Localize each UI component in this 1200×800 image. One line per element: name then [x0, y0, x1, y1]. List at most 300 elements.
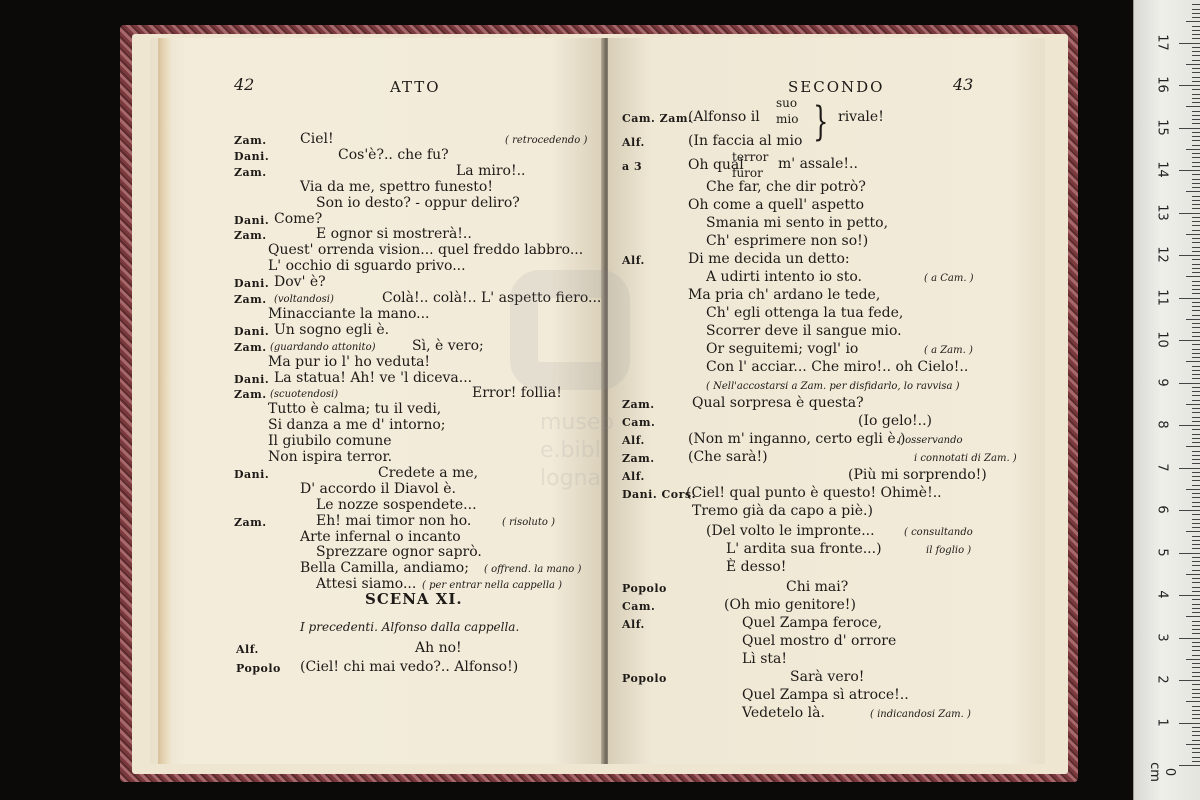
ruler-tick	[1192, 366, 1200, 367]
ruler-tick	[1192, 51, 1200, 52]
ruler-tick	[1192, 633, 1200, 634]
watermark	[470, 270, 710, 500]
speaker-label: Zam.	[234, 341, 267, 354]
ruler-number: 11	[1154, 288, 1170, 306]
ruler-tick	[1179, 553, 1200, 554]
ruler-tick	[1192, 408, 1200, 409]
stage-direction: ( retrocedendo )	[505, 135, 588, 146]
ruler-tick	[1192, 225, 1200, 226]
verse-line: (Ciel! chi mai vedo?.. Alfonso!)	[300, 659, 519, 675]
verse-line: Cos'è?.. che fu?	[338, 147, 449, 163]
verse-line: Si danza a me d' intorno;	[268, 417, 446, 433]
stage-direction: ( a Cam. )	[924, 273, 974, 284]
ruler-tick	[1192, 752, 1200, 753]
ruler-tick	[1192, 727, 1200, 728]
ruler-tick	[1192, 582, 1200, 583]
speaker-label: Cam.	[622, 600, 656, 613]
ruler-tick	[1186, 361, 1200, 362]
ruler-tick	[1192, 285, 1200, 286]
page-number: 42	[234, 75, 255, 94]
ruler-tick	[1192, 557, 1200, 558]
ruler-tick	[1186, 234, 1200, 235]
ruler-tick	[1192, 706, 1200, 707]
ruler-tick	[1192, 400, 1200, 401]
ruler-tick	[1192, 98, 1200, 99]
speaker-label: Alf.	[622, 618, 645, 631]
ruler-tick	[1192, 230, 1200, 231]
ruler-tick	[1192, 183, 1200, 184]
ruler-tick	[1192, 162, 1200, 163]
ruler-tick	[1186, 701, 1200, 702]
ruler-tick	[1186, 744, 1200, 745]
ruler-tick	[1179, 128, 1200, 129]
ruler-tick	[1192, 111, 1200, 112]
ruler-tick	[1192, 89, 1200, 90]
ruler-tick	[1192, 672, 1200, 673]
ruler-tick	[1179, 468, 1200, 469]
ruler-tick	[1192, 247, 1200, 248]
ruler-tick	[1179, 723, 1200, 724]
speaker-label: Alf.	[622, 254, 645, 267]
ruler-tick	[1192, 47, 1200, 48]
speaker-label: Popolo	[236, 662, 281, 675]
verse-line: Ciel!	[300, 131, 334, 147]
speaker-label: Cam. Zam.	[622, 112, 693, 125]
watermark-text: e.bibl	[540, 438, 601, 463]
ruler-tick	[1192, 293, 1200, 294]
ruler-tick	[1192, 519, 1200, 520]
ruler-tick	[1192, 663, 1200, 664]
ruler-tick	[1186, 659, 1200, 660]
ruler-tick	[1192, 429, 1200, 430]
ruler-tick	[1192, 327, 1200, 328]
ruler-tick	[1192, 604, 1200, 605]
ruler-number: 13	[1154, 203, 1170, 221]
stage-direction: i connotati di Zam. )	[914, 453, 1017, 464]
verse-line: (Io gelo!..)	[858, 413, 933, 429]
ruler-tick	[1192, 710, 1200, 711]
ruler-tick	[1192, 565, 1200, 566]
stage-direction: ( Nell'accostarsi a Zam. per disfidarlo, lo ravvisa )	[706, 381, 960, 392]
ruler-tick	[1192, 472, 1200, 473]
ruler-tick	[1192, 391, 1200, 392]
ruler-tick	[1192, 667, 1200, 668]
verse-line: m' assale!..	[778, 156, 858, 172]
ruler-tick	[1186, 574, 1200, 575]
verse-line: La statua! Ah! ve 'l diceva...	[274, 370, 473, 386]
ruler-tick	[1192, 642, 1200, 643]
speaker-label: Dani.	[234, 150, 270, 163]
ruler-tick	[1192, 13, 1200, 14]
ruler-tick	[1192, 578, 1200, 579]
ruler-tick	[1192, 731, 1200, 732]
ruler-tick	[1192, 676, 1200, 677]
ruler-tick	[1179, 340, 1200, 341]
ruler-tick	[1192, 591, 1200, 592]
stage-direction: ( per entrar nella cappella )	[422, 580, 563, 591]
speaker-label: Dani.	[234, 373, 270, 386]
ruler-tick	[1192, 625, 1200, 626]
ruler-number: 14	[1154, 161, 1170, 178]
verse-line: Ma pria ch' ardano le tede,	[688, 287, 881, 303]
verse-line: Quest' orrenda vision... quel freddo labbro...	[268, 242, 584, 258]
ruler-tick	[1186, 64, 1200, 65]
ruler-tick	[1192, 689, 1200, 690]
ruler-tick	[1186, 531, 1200, 532]
verse-line: (Ciel! qual punto è questo! Ohimè!..	[686, 485, 942, 501]
ruler-number: 6	[1154, 505, 1170, 514]
ruler-tick	[1192, 497, 1200, 498]
speaker-label: Cam.	[622, 416, 656, 429]
speaker-label: a 3	[622, 160, 643, 173]
verse-line: Minacciante la mano...	[268, 306, 430, 322]
ruler-tick	[1192, 310, 1200, 311]
ruler-tick	[1192, 697, 1200, 698]
ruler-tick	[1192, 412, 1200, 413]
stage-direction: ( consultando	[904, 527, 973, 538]
ruler-tick	[1192, 451, 1200, 452]
ruler-tick	[1192, 251, 1200, 252]
ruler-tick	[1192, 374, 1200, 375]
ruler-tick	[1192, 514, 1200, 515]
ruler-tick	[1192, 94, 1200, 95]
verse-line: L' occhio di sguardo privo...	[268, 258, 466, 274]
ruler-number: 3	[1154, 632, 1170, 642]
verse-line: Di me decida un detto:	[688, 251, 850, 267]
ruler-tick	[1192, 434, 1200, 435]
stage-direction: (scuotendosi)	[270, 389, 339, 400]
ruler-tick	[1186, 106, 1200, 107]
ruler-tick	[1186, 276, 1200, 277]
ruler-tick	[1192, 77, 1200, 78]
ruler-tick	[1192, 480, 1200, 481]
ruler-number: 16	[1154, 76, 1170, 93]
stage-direction: ( osservando	[898, 435, 963, 446]
speaker-label: Zam.	[622, 398, 655, 411]
stacked-word: suo	[776, 96, 798, 110]
page-number: 43	[953, 75, 974, 94]
ruler-tick	[1192, 102, 1200, 103]
watermark-text: museo	[540, 410, 614, 435]
verse-line: Le nozze sospendete...	[316, 497, 477, 513]
ruler-tick	[1192, 463, 1200, 464]
ruler-tick	[1192, 544, 1200, 545]
ruler-tick	[1192, 748, 1200, 749]
ruler-tick	[1192, 179, 1200, 180]
ruler-tick	[1192, 378, 1200, 379]
verse-line: Chi mai?	[786, 579, 849, 595]
ruler-tick	[1192, 38, 1200, 39]
ruler-tick	[1192, 442, 1200, 443]
speaker-label: Popolo	[622, 672, 667, 685]
ruler-tick	[1192, 523, 1200, 524]
verse-line: Son io desto? - oppur deliro?	[316, 195, 520, 211]
verse-line: Sì, è vero;	[412, 338, 484, 354]
ruler-tick	[1192, 735, 1200, 736]
ruler-tick	[1192, 587, 1200, 588]
speaker-label: Dani.	[234, 214, 270, 227]
verse-line: Attesi siamo...	[316, 576, 417, 592]
verse-line: Un sogno egli è.	[274, 322, 390, 338]
speaker-label: Zam.	[234, 516, 267, 529]
ruler-tick	[1192, 272, 1200, 273]
measuring-ruler	[1133, 0, 1200, 800]
ruler-tick	[1192, 506, 1200, 507]
ruler-tick	[1192, 55, 1200, 56]
scene-description: I precedenti. Alfonso dalla cappella.	[300, 620, 520, 634]
ruler-tick	[1192, 455, 1200, 456]
ruler-tick	[1192, 221, 1200, 222]
speaker-label: Zam.	[234, 166, 267, 179]
ruler-tick	[1192, 684, 1200, 685]
verse-line: Error! follia!	[472, 385, 562, 401]
verse-line: Ah no!	[415, 640, 462, 656]
speaker-label: Popolo	[622, 582, 667, 595]
verse-line: Oh qual	[688, 157, 744, 173]
ruler-tick	[1192, 459, 1200, 460]
ruler-tick	[1192, 132, 1200, 133]
ruler-tick	[1192, 357, 1200, 358]
verse-line: Ch' esprimere non so!)	[706, 233, 869, 249]
ruler-tick	[1192, 306, 1200, 307]
verse-line: Arte infernal o incanto	[300, 529, 461, 545]
ruler-tick	[1179, 43, 1200, 44]
stage-direction: ( indicandosi Zam. )	[870, 709, 971, 720]
stacked-word: mio	[776, 112, 799, 126]
ruler-tick	[1192, 204, 1200, 205]
speaker-label: Zam.	[622, 452, 655, 465]
ruler-tick	[1192, 646, 1200, 647]
ruler-tick	[1179, 638, 1200, 639]
ruler-tick	[1192, 714, 1200, 715]
verse-line: Dov' è?	[274, 274, 326, 290]
ruler-tick	[1192, 438, 1200, 439]
verse-line: Colà!.. colà!.. L' aspetto fiero...	[382, 290, 602, 306]
verse-line: L' ardita sua fronte...)	[726, 541, 882, 557]
verse-line: (In faccia al mio	[688, 133, 803, 149]
ruler-tick	[1192, 302, 1200, 303]
stage-direction: ( a Zam. )	[924, 345, 973, 356]
ruler-tick	[1186, 21, 1200, 22]
ruler-tick	[1192, 336, 1200, 337]
verse-line: D' accordo il Diavol è.	[300, 481, 456, 497]
verse-line: A udirti intento io sto.	[706, 269, 862, 285]
ruler-tick	[1179, 213, 1200, 214]
verse-line: (Non m' inganno, certo egli è.)	[688, 431, 906, 447]
ruler-tick	[1192, 621, 1200, 622]
ruler-tick	[1192, 264, 1200, 265]
stage-direction: (voltandosi)	[274, 294, 334, 305]
ruler-tick	[1192, 187, 1200, 188]
ruler-tick	[1192, 349, 1200, 350]
ruler-tick	[1192, 570, 1200, 571]
ruler-number: 4	[1154, 590, 1170, 599]
stage-direction: ( offrend. la mano )	[484, 564, 582, 575]
speaker-label: Dani. Cors.	[622, 488, 696, 501]
ruler-tick	[1192, 259, 1200, 260]
ruler-tick	[1186, 319, 1200, 320]
verse-line: Come?	[274, 211, 323, 227]
ruler-tick	[1192, 34, 1200, 35]
ruler-tick	[1192, 123, 1200, 124]
ruler-tick	[1192, 4, 1200, 5]
speaker-label: Zam.	[234, 134, 267, 147]
ruler-tick	[1192, 200, 1200, 201]
verse-line: Con l' acciar... Che miro!.. oh Cielo!..	[706, 359, 969, 375]
ruler-number: 15	[1154, 118, 1170, 136]
verse-line: Sarà vero!	[790, 669, 865, 685]
verse-line: (Alfonso il	[688, 109, 760, 125]
ruler-tick	[1192, 761, 1200, 762]
verse-line: Scorrer deve il sangue mio.	[706, 323, 902, 339]
verse-line: Smania mi sento in petto,	[706, 215, 889, 231]
ruler-tick	[1192, 68, 1200, 69]
ruler-tick	[1192, 740, 1200, 741]
ruler-tick	[1192, 353, 1200, 354]
verse-line: Quel mostro d' orrore	[742, 633, 897, 649]
speaker-label: Zam.	[234, 293, 267, 306]
ruler-tick	[1192, 612, 1200, 613]
ruler-tick	[1192, 493, 1200, 494]
ruler-tick	[1192, 196, 1200, 197]
speaker-label: Dani.	[234, 277, 270, 290]
ruler-tick	[1192, 281, 1200, 282]
verse-line: Bella Camilla, andiamo;	[300, 560, 469, 576]
ruler-tick	[1192, 417, 1200, 418]
ruler-tick	[1179, 765, 1200, 766]
ruler-tick	[1192, 217, 1200, 218]
running-head: SECONDO	[788, 78, 885, 96]
ruler-tick	[1179, 298, 1200, 299]
verse-line: Qual sorpresa è questa?	[692, 395, 864, 411]
verse-line: E ognor si mostrerà!..	[316, 226, 472, 242]
ruler-tick	[1186, 404, 1200, 405]
scene-title: SCENA XI.	[365, 590, 463, 608]
ruler-number: 1	[1154, 717, 1170, 727]
speaker-label: Zam.	[234, 388, 267, 401]
ruler-tick	[1192, 136, 1200, 137]
ruler-tick	[1192, 157, 1200, 158]
ruler-number: 17	[1154, 33, 1170, 51]
ruler-tick	[1179, 255, 1200, 256]
ruler-tick	[1192, 502, 1200, 503]
verse-line: Oh come a quell' aspetto	[688, 197, 864, 213]
ruler-tick	[1192, 387, 1200, 388]
verse-line: Or seguitemi; vogl' io	[706, 341, 859, 357]
ruler-tick	[1192, 370, 1200, 371]
ruler-tick	[1192, 548, 1200, 549]
ruler-tick	[1192, 60, 1200, 61]
ruler-tick	[1192, 30, 1200, 31]
verse-line: Che far, che dir potrò?	[706, 179, 866, 195]
ruler-tick	[1192, 153, 1200, 154]
ruler-tick	[1192, 242, 1200, 243]
ruler-tick	[1192, 421, 1200, 422]
verse-line: Eh! mai timor non ho.	[316, 513, 472, 529]
verse-line: Vedetelo là.	[742, 705, 825, 721]
ruler-tick	[1192, 395, 1200, 396]
ruler-tick	[1192, 238, 1200, 239]
ruler-number: 5	[1154, 547, 1170, 557]
verse-line: Non ispira terror.	[268, 449, 393, 465]
ruler-tick	[1179, 170, 1200, 171]
ruler-tick	[1192, 17, 1200, 18]
ruler-tick	[1192, 476, 1200, 477]
watermark-text: logna	[540, 466, 601, 491]
ruler-tick	[1192, 718, 1200, 719]
ruler-tick	[1179, 383, 1200, 384]
verse-line: Ma pur io l' ho veduta!	[268, 354, 431, 370]
ruler-tick	[1192, 72, 1200, 73]
speaker-label: Zam.	[234, 229, 267, 242]
ruler-tick	[1192, 655, 1200, 656]
ruler-tick	[1192, 26, 1200, 27]
verse-line: Quel Zampa sì atroce!..	[742, 687, 909, 703]
ruler-number: 12	[1154, 246, 1170, 263]
ruler-tick	[1179, 425, 1200, 426]
ruler-number: 0 cm	[1147, 762, 1177, 782]
ruler-number: 8	[1154, 420, 1170, 429]
verse-line: È desso!	[726, 559, 787, 575]
verse-line: Tutto è calma; tu il vedi,	[268, 401, 442, 417]
verse-line: (Che sarà!)	[688, 449, 768, 465]
brace: }	[813, 99, 829, 145]
ruler-number: 10	[1154, 331, 1170, 348]
ruler-tick	[1192, 332, 1200, 333]
ruler-tick	[1192, 693, 1200, 694]
stacked-word: terror	[732, 150, 769, 164]
ruler-tick	[1192, 115, 1200, 116]
ruler-number: 9	[1154, 377, 1170, 387]
ruler-tick	[1192, 268, 1200, 269]
ruler-tick	[1179, 680, 1200, 681]
verse-line: Credete a me,	[378, 465, 479, 481]
verse-line: Via da me, spettro funesto!	[300, 179, 493, 195]
verse-line: La miro!..	[456, 163, 526, 179]
ruler-tick	[1192, 174, 1200, 175]
ruler-tick	[1192, 344, 1200, 345]
ruler-tick	[1192, 208, 1200, 209]
speaker-label: Dani.	[234, 468, 270, 481]
running-head: ATTO	[390, 78, 441, 96]
ruler-tick	[1192, 289, 1200, 290]
ruler-tick	[1192, 561, 1200, 562]
ruler-tick	[1192, 166, 1200, 167]
verse-line: (Oh mio genitore!)	[724, 597, 856, 613]
speaker-label: Alf.	[622, 470, 645, 483]
stacked-word: furor	[732, 166, 763, 180]
ruler-tick	[1179, 510, 1200, 511]
stage-direction: il foglio )	[926, 545, 972, 556]
stage-direction: ( risoluto )	[502, 517, 555, 528]
verse-line: Quel Zampa feroce,	[742, 615, 882, 631]
ruler-tick	[1186, 149, 1200, 150]
ruler-tick	[1192, 540, 1200, 541]
ruler-tick	[1192, 527, 1200, 528]
verse-line: Sprezzare ognor saprò.	[316, 544, 482, 560]
ruler-tick	[1179, 595, 1200, 596]
verse-line: Tremo già da capo a piè.)	[692, 503, 873, 519]
ruler-tick	[1192, 119, 1200, 120]
verse-line: Il giubilo comune	[268, 433, 392, 449]
watermark-logo	[510, 270, 630, 390]
ruler-tick	[1179, 85, 1200, 86]
ruler-tick	[1192, 145, 1200, 146]
speaker-label: Alf.	[622, 434, 645, 447]
verse-line: rivale!	[838, 109, 884, 125]
ruler-tick	[1192, 315, 1200, 316]
ruler-tick	[1186, 446, 1200, 447]
